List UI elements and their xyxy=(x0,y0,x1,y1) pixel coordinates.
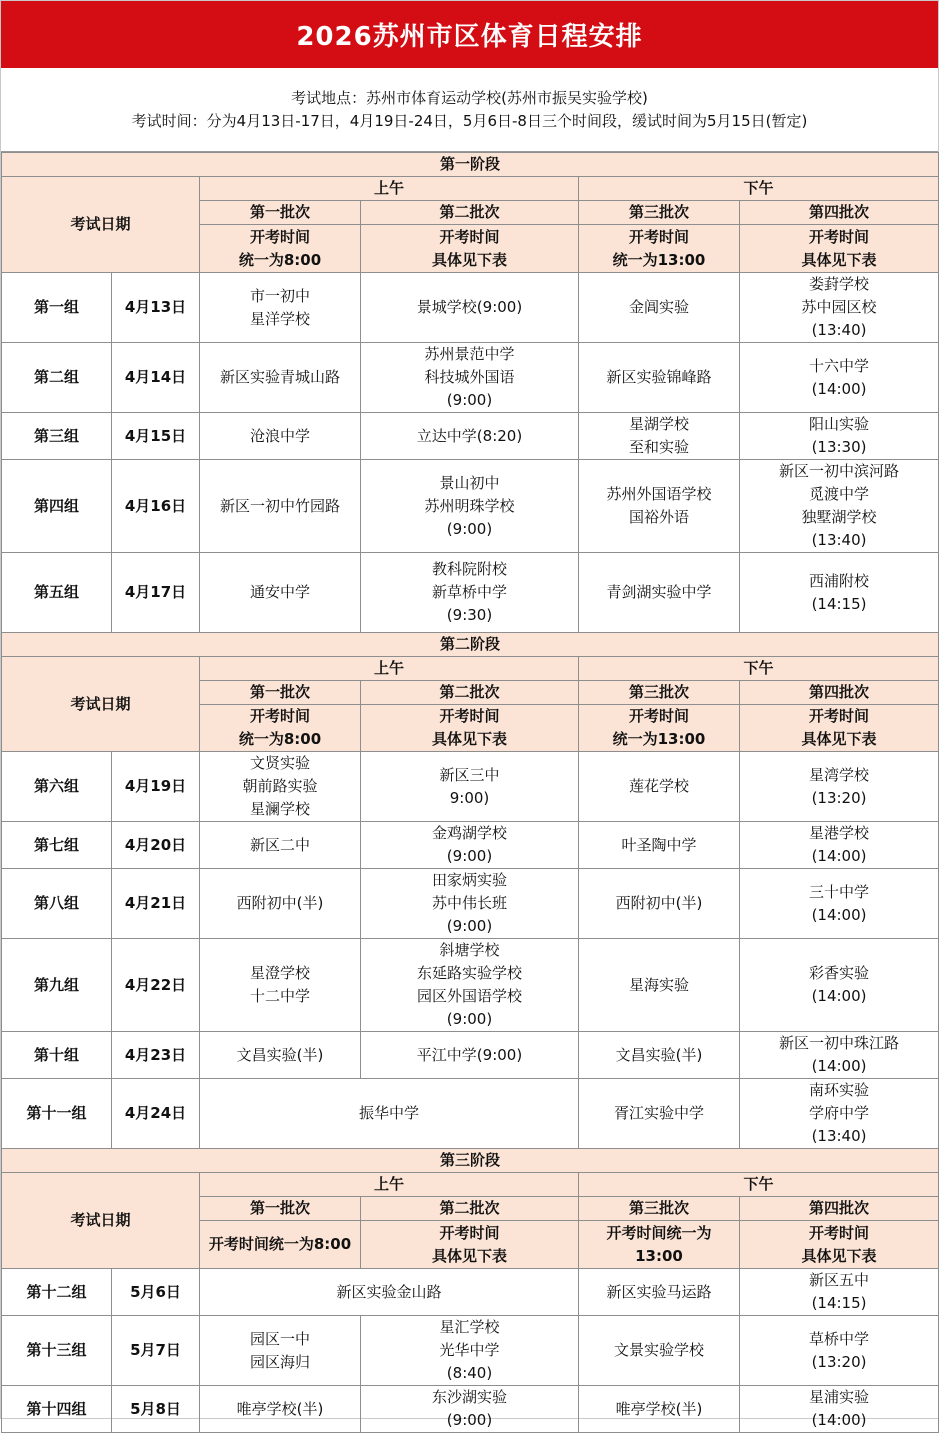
group-name: 第六组 xyxy=(2,752,112,822)
batch1-schools xyxy=(200,752,361,822)
batch1-schools-line: 新区一初中竹园路 xyxy=(219,496,340,515)
batch4-schools-line: (13:20) xyxy=(811,788,867,807)
batch1-schools xyxy=(200,343,361,413)
batch2-schools xyxy=(361,460,579,553)
table-row xyxy=(2,1079,939,1149)
batch1-schools-line: 园区一中 xyxy=(249,1329,310,1348)
batch2-schools xyxy=(361,869,579,939)
table-row xyxy=(2,822,939,869)
morning-header: 上午 xyxy=(200,1173,579,1197)
batch3-schools-line: 唯亭学校(半) xyxy=(615,1399,703,1418)
batch2-schools-line: 科技城外国语 xyxy=(424,368,515,386)
batch1-schools xyxy=(200,869,361,939)
batch4-schools-line: (14:00) xyxy=(811,847,867,865)
batch3-start-time-line: 13:00 xyxy=(635,1246,683,1265)
batch4-start-time xyxy=(740,225,939,273)
batch2-schools-line: 苏中伟长班 xyxy=(431,894,507,912)
batch4-schools xyxy=(740,1079,939,1149)
batch3-header: 第三批次 xyxy=(579,1197,740,1221)
batch2-header: 第二批次 xyxy=(361,201,579,225)
batch3-schools-line: 文昌实验(半) xyxy=(615,1045,703,1064)
group-name: 第一组 xyxy=(2,273,112,343)
group-name: 第三组 xyxy=(2,413,112,460)
exam-date: 5月7日 xyxy=(112,1316,200,1386)
batch2-header: 第二批次 xyxy=(361,1197,579,1221)
batch4-schools xyxy=(740,553,939,633)
batch2-schools-line: 光华中学 xyxy=(439,1341,500,1359)
batch3-schools xyxy=(579,460,740,553)
batch4-schools-line: 新区一初中珠江路 xyxy=(779,1034,900,1052)
batch3-schools xyxy=(579,553,740,633)
batch3-schools xyxy=(579,1386,740,1433)
batch4-schools-line: 独墅湖学校 xyxy=(801,508,877,526)
batch4-schools-line: 星港学校 xyxy=(809,824,870,842)
group-name: 第七组 xyxy=(2,822,112,869)
batch4-schools-line: 苏中园区校 xyxy=(801,298,877,316)
exam-date: 4月22日 xyxy=(112,939,200,1032)
batch4-schools xyxy=(740,413,939,460)
group-name: 第十一组 xyxy=(2,1079,112,1149)
batch4-schools-line: 南环实验 xyxy=(809,1081,870,1099)
batch4-schools xyxy=(740,1032,939,1079)
batch4-schools-line: (14:00) xyxy=(811,905,867,924)
group-name: 第十四组 xyxy=(2,1386,112,1433)
batch3-schools xyxy=(579,1032,740,1079)
morning-header: 上午 xyxy=(200,177,579,201)
afternoon-header: 下午 xyxy=(579,177,939,201)
exam-date: 4月24日 xyxy=(112,1079,200,1149)
table-row xyxy=(2,939,939,1032)
batch12-schools xyxy=(200,1269,579,1316)
batch4-schools-line: (14:15) xyxy=(811,594,867,613)
morning-header: 上午 xyxy=(200,657,579,681)
exam-location: 考试地点：苏州市体育运动学校(苏州市振吴实验学校) xyxy=(291,88,648,107)
batch4-schools-line: 觅渡中学 xyxy=(809,485,870,503)
batch1-schools-line: 新区实验青城山路 xyxy=(219,368,340,386)
batch4-schools xyxy=(740,1386,939,1433)
batch2-schools xyxy=(361,1032,579,1079)
batch1-schools-line: 新区二中 xyxy=(249,835,310,854)
batch4-schools xyxy=(740,1269,939,1316)
batch1-schools xyxy=(200,553,361,633)
batch1-schools-line: 文昌实验(半) xyxy=(236,1045,324,1064)
batch1-schools-line: 园区海归 xyxy=(249,1352,310,1371)
batch2-schools-line: 9:00) xyxy=(449,788,490,807)
batch3-schools xyxy=(579,1079,740,1149)
batch4-schools-line: 新区一初中滨河路 xyxy=(779,462,900,480)
batch3-schools-line: 莲花学校 xyxy=(628,777,689,795)
batch2-schools xyxy=(361,553,579,633)
batch2-schools-line: (9:00) xyxy=(446,391,493,409)
batch4-schools-line: (13:20) xyxy=(811,1352,867,1371)
table-row xyxy=(2,460,939,553)
exam-date: 4月23日 xyxy=(112,1032,200,1079)
batch2-schools-line: 园区外国语学校 xyxy=(416,987,522,1005)
batch1-schools xyxy=(200,1032,361,1079)
exam-date: 4月14日 xyxy=(112,343,200,413)
batch4-schools-line: 西浦附校 xyxy=(809,571,870,590)
batch2-schools-line: 东沙湖实验 xyxy=(431,1388,507,1406)
batch1-schools-line: 星澜学校 xyxy=(249,800,310,818)
batch3-schools-line: 青剑湖实验中学 xyxy=(606,583,712,601)
batch3-start-time-line: 统一为13:00 xyxy=(612,730,706,748)
batch3-schools-line: 星湖学校 xyxy=(628,415,689,433)
batch3-schools-line: 胥江实验中学 xyxy=(613,1104,704,1122)
batch2-schools-line: 景山初中 xyxy=(439,473,500,492)
batch3-start-time-line: 开考时间 xyxy=(628,227,689,246)
group-name: 第九组 xyxy=(2,939,112,1032)
batch2-schools-line: 苏州明珠学校 xyxy=(424,496,515,515)
batch4-schools xyxy=(740,939,939,1032)
stage-title: 第二阶段 xyxy=(2,633,939,657)
batch2-schools-line: (9:00) xyxy=(446,519,493,538)
exam-date-header: 考试日期 xyxy=(2,657,200,752)
batch3-schools-line: 文景实验学校 xyxy=(613,1341,704,1359)
page-title: 2026苏州市区体育日程安排 xyxy=(1,1,938,68)
batch3-schools-line: 西附初中(半) xyxy=(615,894,703,912)
batch2-schools xyxy=(361,343,579,413)
table-row xyxy=(2,1269,939,1316)
exam-date: 4月17日 xyxy=(112,553,200,633)
batch1-schools-line: 文贤实验 xyxy=(249,754,310,772)
batch4-schools-line: 阳山实验 xyxy=(809,415,870,433)
batch2-schools-line: 东延路实验学校 xyxy=(416,964,522,982)
batch12-schools-line: 振华中学 xyxy=(358,1104,419,1122)
batch2-schools-line: (9:00) xyxy=(446,847,493,865)
batch4-start-time xyxy=(740,705,939,752)
batch2-schools xyxy=(361,822,579,869)
batch2-schools-line: 金鸡湖学校 xyxy=(431,824,507,842)
batch4-schools-line: (14:00) xyxy=(811,1057,867,1075)
batch4-schools-line: (14:00) xyxy=(811,379,867,398)
table-row xyxy=(2,752,939,822)
batch4-schools-line: 彩香实验 xyxy=(809,964,870,982)
batch4-start-time xyxy=(740,1221,939,1269)
group-name: 第八组 xyxy=(2,869,112,939)
batch3-schools-line: 叶圣陶中学 xyxy=(621,835,697,854)
batch2-schools xyxy=(361,1386,579,1433)
batch2-schools-line: 新草桥中学 xyxy=(431,583,507,601)
stage-title: 第三阶段 xyxy=(2,1149,939,1173)
batch4-start-time-line: 开考时间 xyxy=(809,227,870,246)
batch4-schools xyxy=(740,822,939,869)
batch3-schools xyxy=(579,939,740,1032)
batch4-schools-line: (13:40) xyxy=(811,321,867,339)
batch4-schools-line: (13:40) xyxy=(811,1127,867,1145)
exam-date: 4月16日 xyxy=(112,460,200,553)
batch3-header: 第三批次 xyxy=(579,201,740,225)
batch4-start-time-line: 开考时间 xyxy=(809,1223,870,1242)
batch2-header: 第二批次 xyxy=(361,681,579,705)
batch3-schools xyxy=(579,273,740,343)
exam-date: 5月8日 xyxy=(112,1386,200,1433)
batch4-schools-line: (14:15) xyxy=(811,1294,867,1312)
batch2-schools-line: 景城学校(9:00) xyxy=(416,298,523,316)
table-row xyxy=(2,1032,939,1079)
afternoon-header: 下午 xyxy=(579,657,939,681)
batch4-schools-line: 三十中学 xyxy=(809,882,870,901)
batch4-header: 第四批次 xyxy=(740,1197,939,1221)
group-name: 第五组 xyxy=(2,553,112,633)
batch1-schools-line: 星澄学校 xyxy=(249,964,310,982)
batch2-schools-line: (9:30) xyxy=(446,606,493,624)
batch3-start-time xyxy=(579,705,740,752)
batch2-schools xyxy=(361,939,579,1032)
batch4-schools-line: 学府中学 xyxy=(809,1104,870,1122)
batch1-schools xyxy=(200,1316,361,1386)
group-name: 第十三组 xyxy=(2,1316,112,1386)
batch1-start-time-line: 统一为8:00 xyxy=(238,730,322,748)
batch4-schools-line: (14:00) xyxy=(811,987,867,1005)
batch2-schools-line: (9:00) xyxy=(446,1010,493,1028)
batch4-start-time-line: 具体见下表 xyxy=(801,1246,877,1265)
batch4-schools xyxy=(740,273,939,343)
batch3-schools xyxy=(579,1316,740,1386)
batch2-start-time-line: 开考时间 xyxy=(439,1223,500,1242)
batch3-schools xyxy=(579,413,740,460)
batch4-start-time-line: 具体见下表 xyxy=(801,250,877,269)
batch4-start-time-line: 具体见下表 xyxy=(801,730,877,748)
batch2-start-time-line: 具体见下表 xyxy=(431,730,507,748)
batch3-schools xyxy=(579,1269,740,1316)
batch2-start-time-line: 开考时间 xyxy=(439,707,500,725)
batch4-schools-line: 星浦实验 xyxy=(809,1388,870,1406)
batch2-schools-line: 斜塘学校 xyxy=(439,941,500,959)
exam-date: 5月6日 xyxy=(112,1269,200,1316)
batch4-schools xyxy=(740,460,939,553)
batch4-schools-line: 娄葑学校 xyxy=(809,275,870,293)
batch4-schools-line: (14:00) xyxy=(811,1411,867,1429)
batch2-schools xyxy=(361,273,579,343)
exam-date-header: 考试日期 xyxy=(2,1173,200,1269)
group-name: 第十组 xyxy=(2,1032,112,1079)
batch3-schools-line: 新区实验马运路 xyxy=(606,1282,712,1301)
afternoon-header: 下午 xyxy=(579,1173,939,1197)
table-row xyxy=(2,1316,939,1386)
batch1-schools-line: 通安中学 xyxy=(249,583,310,601)
batch1-schools-line: 西附初中(半) xyxy=(236,894,324,912)
exam-date: 4月19日 xyxy=(112,752,200,822)
batch2-schools-line: 教科院附校 xyxy=(431,560,507,578)
batch1-schools-line: 唯亭学校(半) xyxy=(236,1399,324,1418)
batch2-schools-line: 星汇学校 xyxy=(439,1318,500,1336)
table-row xyxy=(2,553,939,633)
batch3-schools xyxy=(579,343,740,413)
batch3-schools-line: 新区实验锦峰路 xyxy=(606,368,712,386)
batch1-schools xyxy=(200,822,361,869)
batch4-schools-line: 新区五中 xyxy=(809,1271,870,1289)
group-name: 第二组 xyxy=(2,343,112,413)
batch1-header: 第一批次 xyxy=(200,201,361,225)
batch3-schools xyxy=(579,752,740,822)
batch1-header: 第一批次 xyxy=(200,681,361,705)
batch4-schools-line: 十六中学 xyxy=(809,356,870,375)
exam-date: 4月21日 xyxy=(112,869,200,939)
batch2-schools-line: 苏州景范中学 xyxy=(424,345,515,363)
batch1-schools-line: 朝前路实验 xyxy=(242,777,318,795)
batch1-schools-line: 十二中学 xyxy=(249,987,310,1005)
batch1-schools-line: 市一初中 xyxy=(249,286,310,305)
batch2-schools-line: 新区三中 xyxy=(439,765,500,784)
batch4-schools-line: (13:40) xyxy=(811,531,867,549)
batch4-schools xyxy=(740,869,939,939)
batch2-start-time xyxy=(361,1221,579,1269)
batch4-header: 第四批次 xyxy=(740,681,939,705)
batch3-schools xyxy=(579,822,740,869)
batch3-start-time xyxy=(579,1221,740,1269)
batch4-schools xyxy=(740,752,939,822)
batch1-start-time: 开考时间统一为8:00 xyxy=(200,1221,361,1269)
batch1-schools-line: 星洋学校 xyxy=(249,309,310,328)
batch4-start-time-line: 开考时间 xyxy=(809,707,870,725)
batch3-schools-line: 金阊实验 xyxy=(628,298,689,316)
batch4-schools-line: (13:30) xyxy=(811,438,867,456)
batch3-header: 第三批次 xyxy=(579,681,740,705)
group-name: 第十二组 xyxy=(2,1269,112,1316)
batch1-start-time-line: 开考时间 xyxy=(249,227,310,246)
exam-date: 4月15日 xyxy=(112,413,200,460)
batch3-start-time-line: 开考时间 xyxy=(628,707,689,725)
batch3-schools xyxy=(579,869,740,939)
batch2-start-time xyxy=(361,705,579,752)
batch3-schools-line: 星海实验 xyxy=(628,975,689,994)
batch2-schools xyxy=(361,413,579,460)
stage-title: 第一阶段 xyxy=(2,153,939,177)
batch2-start-time-line: 具体见下表 xyxy=(431,250,507,269)
batch3-schools-line: 国裕外语 xyxy=(628,508,689,526)
batch2-schools-line: (8:40) xyxy=(446,1364,493,1382)
batch4-header: 第四批次 xyxy=(740,201,939,225)
batch1-schools xyxy=(200,273,361,343)
batch3-schools-line: 苏州外国语学校 xyxy=(606,485,712,503)
batch3-start-time-line: 开考时间统一为 xyxy=(606,1223,712,1242)
batch2-start-time xyxy=(361,225,579,273)
table-row xyxy=(2,1386,939,1433)
batch2-schools-line: (9:00) xyxy=(446,1411,493,1429)
batch2-schools xyxy=(361,1316,579,1386)
batch4-schools-line: 星湾学校 xyxy=(809,765,870,784)
batch4-schools xyxy=(740,343,939,413)
batch1-start-time-line: 统一为8:00 xyxy=(238,250,322,269)
batch1-start-time-line: 开考时间 xyxy=(249,707,310,725)
batch2-start-time-line: 具体见下表 xyxy=(431,1246,507,1265)
batch12-schools xyxy=(200,1079,579,1149)
exam-date: 4月13日 xyxy=(112,273,200,343)
table-row xyxy=(2,343,939,413)
batch12-schools-line: 新区实验金山路 xyxy=(336,1282,442,1301)
batch1-schools-line: 沧浪中学 xyxy=(249,426,310,445)
batch1-schools xyxy=(200,1386,361,1433)
batch3-schools-line: 至和实验 xyxy=(628,438,689,456)
batch3-start-time-line: 统一为13:00 xyxy=(612,250,706,269)
batch2-schools-line: 平江中学(9:00) xyxy=(416,1045,523,1064)
batch2-schools-line: 田家炳实验 xyxy=(431,871,507,889)
batch1-header: 第一批次 xyxy=(200,1197,361,1221)
batch2-schools-line: 立达中学(8:20) xyxy=(416,426,523,445)
exam-info xyxy=(1,68,938,152)
batch4-schools-line: 草桥中学 xyxy=(809,1329,870,1348)
batch1-start-time xyxy=(200,705,361,752)
table-row xyxy=(2,413,939,460)
batch1-schools xyxy=(200,413,361,460)
batch3-start-time xyxy=(579,225,740,273)
exam-date-header: 考试日期 xyxy=(2,177,200,273)
table-row xyxy=(2,273,939,343)
batch1-start-time xyxy=(200,225,361,273)
schedule-table xyxy=(1,152,939,1433)
exam-time: 考试时间：分为4月13日-17日，4月19日-24日，5月6日-8日三个时间段，缓试时间为5月15日(暂定) xyxy=(131,111,808,130)
batch2-schools-line: (9:00) xyxy=(446,917,493,935)
table-row xyxy=(2,869,939,939)
batch1-schools xyxy=(200,939,361,1032)
exam-date: 4月20日 xyxy=(112,822,200,869)
group-name: 第四组 xyxy=(2,460,112,553)
batch4-schools xyxy=(740,1316,939,1386)
batch1-schools xyxy=(200,460,361,553)
batch2-start-time-line: 开考时间 xyxy=(439,227,500,246)
batch2-schools xyxy=(361,752,579,822)
